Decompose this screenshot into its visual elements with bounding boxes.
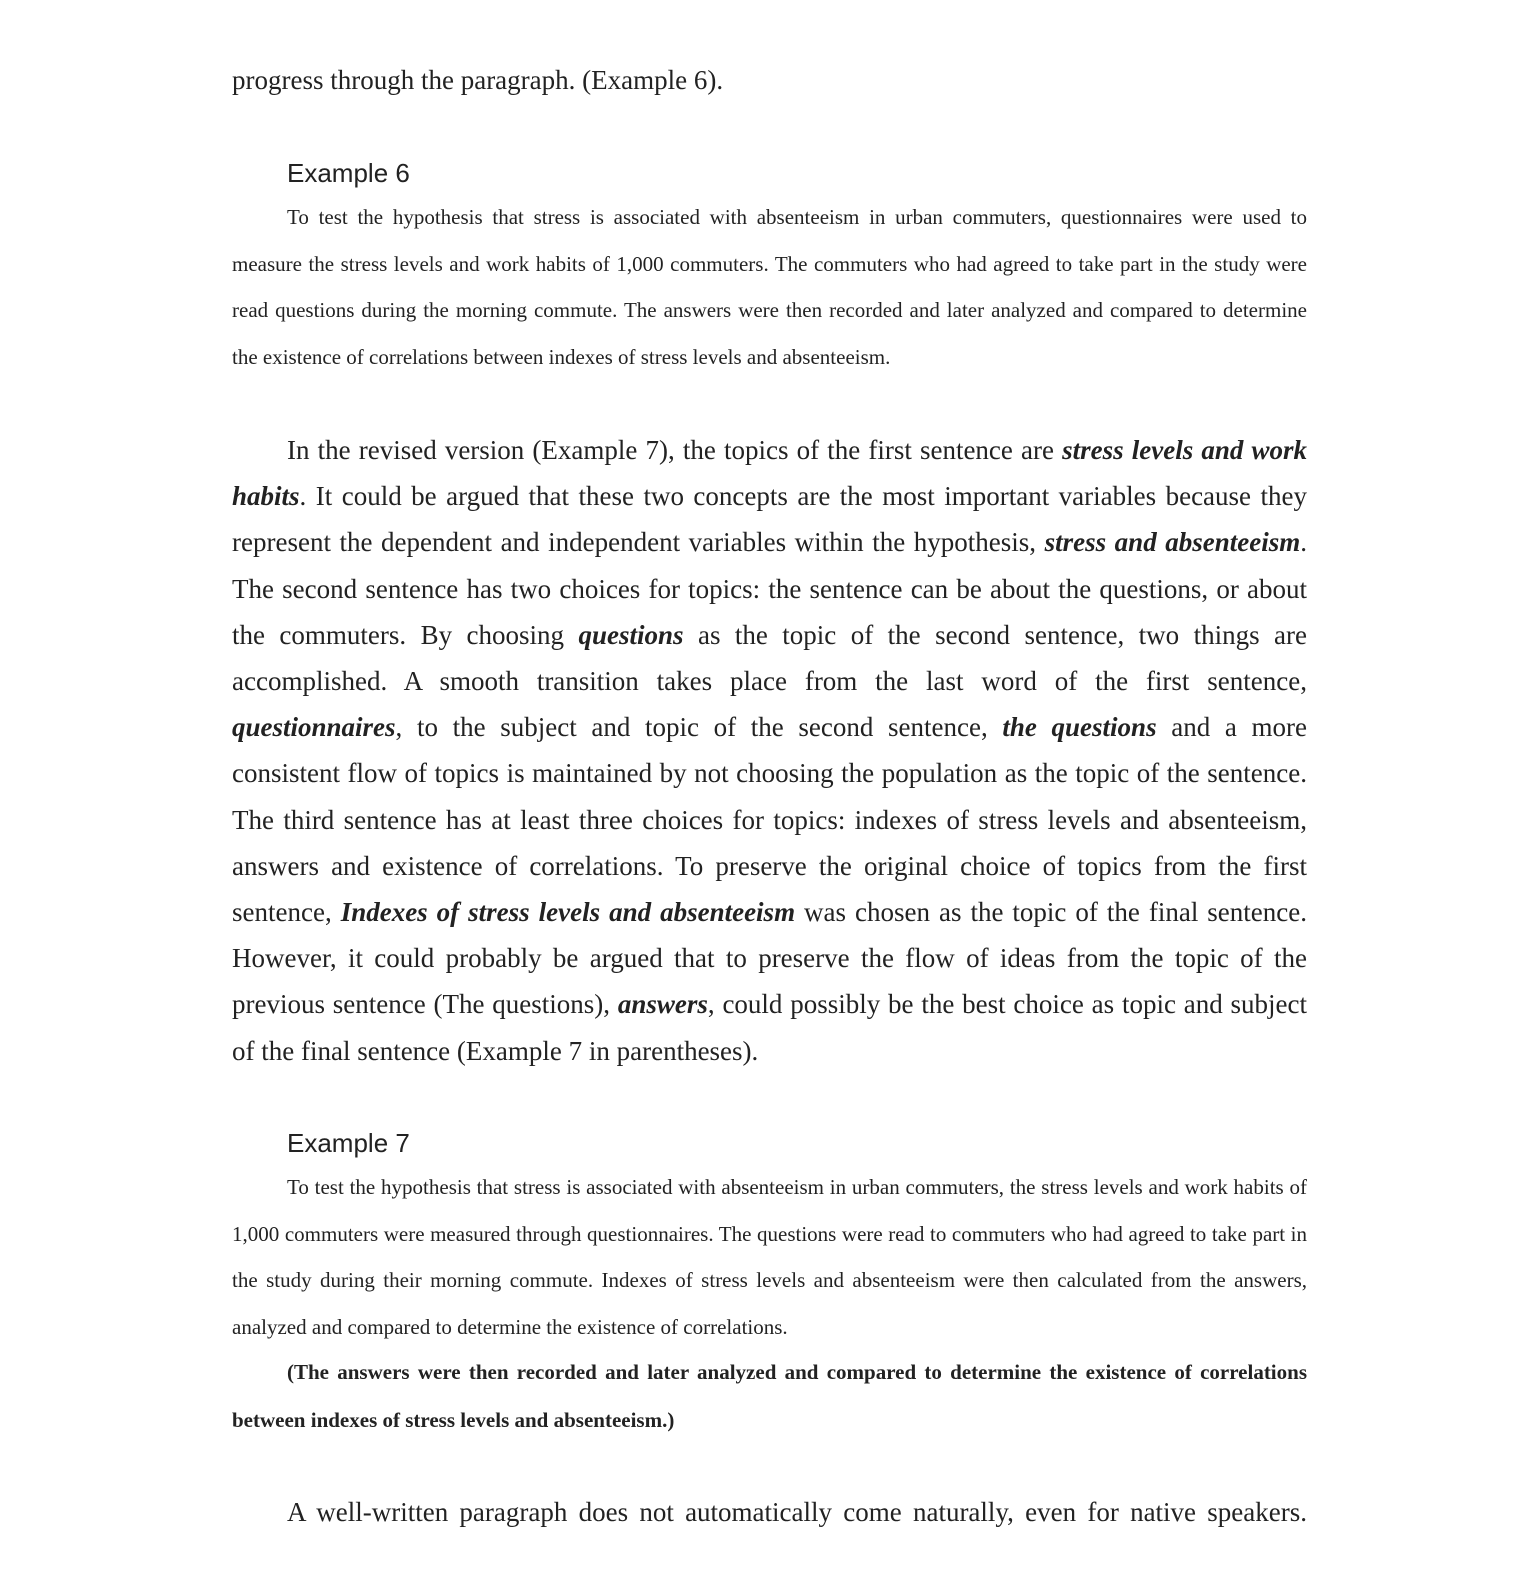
intro-fragment: progress through the paragraph. (Example 6). [232,65,724,95]
discussion-text: and a more consistent flow of topics is maintained by not choosing the population as the topic of the sentence. The third sentence has at least three choices for topics: indexes of stress levels and absenteeism, answers and existence of correlations. To preserve the original choice of topics from the first sentence, [232,712,1307,928]
example-7-text: To test the hypothesis that stress is associated with absenteeism in urban commuters, the stress levels and work habits of 1,000 commuters were measured through questionnaires. The questions were read to commuters who had agreed to take part in the study during their morning commute. Indexes of stress levels and absenteeism were then calculated from the answers, analyzed and compared to determine the existence of correlations. [232,1175,1307,1339]
discussion-text: In the revised version (Example 7), the topics of the first sentence are [287,435,1063,465]
example-6-text: To test the hypothesis that stress is associated with absenteeism in urban commuters, questionnaires were used to measure the stress levels and work habits of 1,000 commuters. The commuters who had agreed to take part in the study were read questions during the morning commute. The answers were then recorded and later analyzed and compared to determine the existence of correlations between indexes of stress levels and absenteeism. [232,205,1307,369]
discussion-paragraph [232,427,1307,1074]
example-7-note: (The answers were then recorded and later analyzed and compared to determine the existence of correlations between indexes of stress levels and absenteeism.) [232,1360,1307,1432]
emphasis-indexes: Indexes of stress levels and absenteeism [340,897,796,928]
closing-fragment: A well-written paragraph does not automatically come naturally, even for native speakers. [287,1497,1307,1527]
discussion-text: was chosen as the topic of the final sentence. However, it could probably be argued that to preserve the flow of ideas from the topic of the previous sentence (The questions), [232,897,1307,1020]
discussion-text: . The second sentence has two choices for topics: the sentence can be about the questions, or about the commuters. By choosing [232,527,1307,650]
discussion-text: , to the subject and topic of the second sentence, [395,712,1003,743]
emphasis-the-questions: the questions [1002,712,1157,743]
emphasis-questionnaires: questionnaires [232,712,396,743]
emphasis-answers: answers [617,989,708,1020]
discussion-text: , could possibly be the best choice as topic and subject of the final sentence (Example 7 in parentheses). [232,989,1308,1066]
emphasis-stress-absenteeism: stress and absenteeism [1044,527,1301,558]
example-6-heading: Example 6 [287,158,410,188]
discussion-text: as the topic of the second sentence, two things are accomplished. A smooth transition takes place from the last word of the first sentence, [232,619,1307,697]
emphasis-stress-levels-work-habits: stress levels and work habits [232,435,1307,512]
example-7-heading: Example 7 [287,1128,410,1158]
emphasis-questions: questions [578,619,684,650]
discussion-text: . It could be argued that these two concepts are the most important variables because they represent the dependent and independent variables within the hypothesis, [232,481,1307,558]
